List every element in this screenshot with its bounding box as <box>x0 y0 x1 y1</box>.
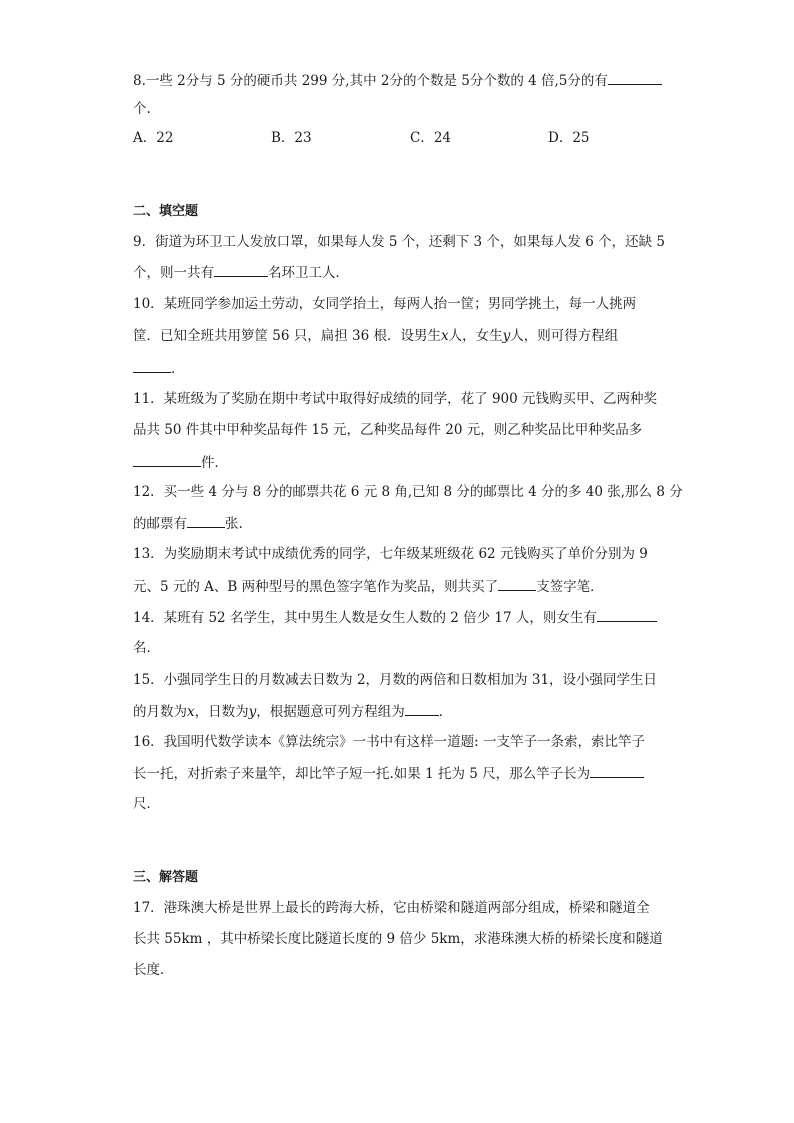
q12-text-b: 张. <box>225 516 243 532</box>
q10-line2 <box>133 326 618 346</box>
q10-var-y: y <box>502 328 511 344</box>
q9-text-a: 个，则一共有 <box>133 265 214 281</box>
q15-text-c: ，根据题意可列方程组为 <box>256 704 405 720</box>
q10-line3 <box>133 358 185 379</box>
q12-line2 <box>133 513 243 534</box>
q15-text-end: ． <box>438 704 453 720</box>
q10-text-a: 筐．已知全班共用箩筐 56 只，扁担 36 根．设男生 <box>133 328 442 344</box>
q10-line1: 10．某班同学参加运土劳动，女同学抬土，每两人抬一筐；男同学挑土，每一人挑两 <box>133 296 637 312</box>
q12-answer-blank[interactable] <box>187 513 225 528</box>
q14-line2: 名． <box>133 640 160 656</box>
q15-answer-blank[interactable] <box>405 701 439 716</box>
q8-answer-blank[interactable] <box>608 70 662 85</box>
q16-line2 <box>133 763 644 784</box>
q16-line3: 尺． <box>133 796 160 812</box>
q9-answer-blank[interactable] <box>214 262 268 277</box>
q13-text-b: 支签字笔． <box>536 579 604 595</box>
q11-line2: 品共 50 件其中甲种奖品每件 15 元，乙种奖品每件 20 元，则乙种奖品比甲种奖品多 <box>133 422 643 438</box>
q13-line1: 13．为奖励期末考试中成绩优秀的同学，七年级某班级花 62 元钱购买了单价分别为 9 <box>133 546 648 562</box>
q15-line1: 15．小强同学生日的月数减去日数为 2，月数的两倍和日数相加为 31，设小强同学生日 <box>133 672 658 688</box>
q13-answer-blank[interactable] <box>498 576 536 591</box>
q10-var-x: x <box>441 328 449 344</box>
q8-line1 <box>133 70 662 91</box>
q15-var-x: x <box>187 704 195 720</box>
q15-var-y: y <box>248 704 257 720</box>
q17-line1: 17．港珠澳大桥是世界上最长的跨海大桥，它由桥梁和隧道两部分组成，桥梁和隧道全 <box>133 900 650 916</box>
q14-line1 <box>133 607 657 628</box>
q8-line2: 个. <box>133 101 151 117</box>
q15-text-b: ，日数为 <box>194 704 249 720</box>
q11-line3 <box>133 452 228 473</box>
q13-text-a: 元、5 元的 A、B 两种型号的黑色签字笔作为奖品，则共买了 <box>133 579 499 595</box>
q11-line1: 11．某班级为了奖励在期中考试中取得好成绩的同学，花了 900 元钱购买甲、乙两种奖 <box>133 391 658 407</box>
q11-answer-blank[interactable] <box>133 452 201 467</box>
q8-text: 8.一些 2分与 5 分的硬币共 299 分,其中 2分的个数是 5分个数的 4 倍,5分的有 <box>133 73 608 89</box>
section-heading-fill-in: 二、填空题 <box>133 204 199 219</box>
q16-text: 长一托，对折索子来量竿，却比竿子短一托.如果 1 托为 5 尺，那么竿子长为 <box>133 766 591 782</box>
q9-text-b: 名环卫工人． <box>268 265 349 281</box>
q11-text-end: 件． <box>201 455 228 471</box>
q17-line2: 长共 55km ，其中桥梁长度比隧道长度的 9 倍少 5km，求港珠澳大桥的桥梁长度和隧道 <box>133 931 663 947</box>
q16-answer-blank[interactable] <box>590 763 644 778</box>
q14-text: 14．某班有 52 名学生，其中男生人数是女生人数的 2 倍少 17 人，则女生有 <box>133 610 597 626</box>
q14-answer-blank[interactable] <box>597 607 657 622</box>
q12-text-a: 的邮票有 <box>133 516 187 532</box>
q8-option-a[interactable]: A．22 <box>133 130 174 146</box>
q15-text-a: 的月数为 <box>133 704 187 720</box>
q10-text-c: 人，则可得方程组 <box>510 328 619 344</box>
q9-line1: 9．街道为环卫工人发放口罩，如果每人发 5 个，还剩下 3 个，如果每人发 6 个，还缺 5 <box>133 234 665 250</box>
q8-option-d[interactable]: D．25 <box>548 130 590 146</box>
q13-line2 <box>133 576 604 597</box>
q8-option-b[interactable]: B．23 <box>271 130 312 146</box>
section-heading-solve: 三、解答题 <box>133 870 199 885</box>
q15-line2 <box>133 701 452 722</box>
q16-line1: 16．我国明代数学读本《算法统宗》一书中有这样一道题: 一支竿子一条索，索比竿子 <box>133 734 646 750</box>
q10-text-b: 人，女生 <box>448 328 503 344</box>
q10-text-end: ． <box>171 361 185 377</box>
q10-answer-blank[interactable] <box>133 358 171 373</box>
q9-line2 <box>133 262 349 283</box>
q8-option-c[interactable]: C．24 <box>410 130 452 146</box>
q17-line3: 长度． <box>133 962 174 978</box>
q12-line1: 12．买一些 4 分与 8 分的邮票共花 6 元 8 角,已知 8 分的邮票比 4 分的多 40 张,那么 8 分 <box>133 484 683 500</box>
